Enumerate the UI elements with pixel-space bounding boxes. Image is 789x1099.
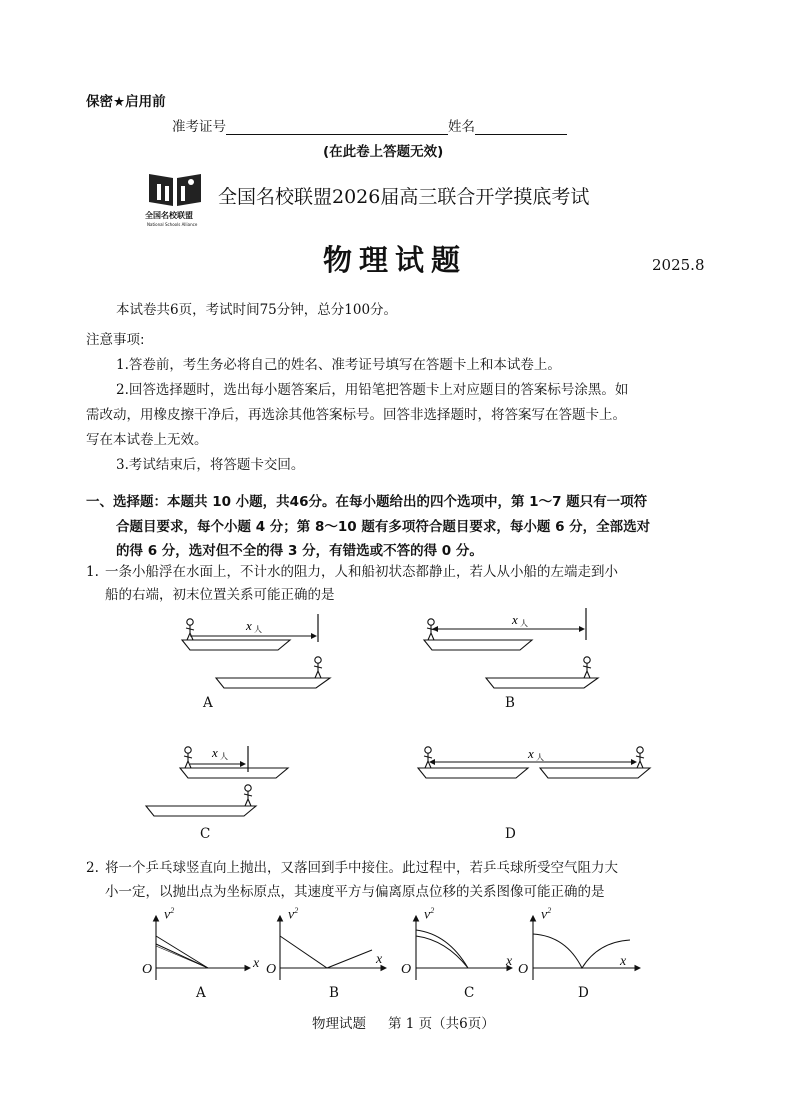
notes-item-2-line-2: 需改动，用橡皮擦干净后，再选涂其他答案标号。回答非选择题时，将答案写在答题卡上。: [86, 407, 626, 423]
section1-line-3: 的得 6 分，选对但不全的得 3 分，有错选或不答的得 0 分。: [116, 543, 483, 559]
q2-option-d-label[interactable]: D: [578, 985, 589, 1001]
q2-a-x-label: x: [253, 956, 260, 971]
intro-text: 本试卷共6页，考试时间75分钟，总分100分。: [116, 302, 398, 318]
q2-c-y-label: $v^2$: [424, 906, 435, 923]
notes-heading: 注意事项:: [86, 332, 145, 348]
logo-text-cn: 全国名校联盟: [145, 211, 193, 220]
notes-item-2-line-3: 写在本试卷上无效。: [86, 432, 208, 448]
q2-line-1: 将一个乒乓球竖直向上抛出，又落回到手中接住。此过程中，若乒乓球所受空气阻力大: [105, 860, 618, 876]
secret-label: 保密★启用前: [86, 94, 166, 110]
q2-d-origin: O: [518, 962, 529, 977]
q2-graph-d: [533, 916, 640, 980]
q1-option-c-label[interactable]: C: [200, 826, 211, 842]
subject-title: 物理试题: [323, 243, 468, 277]
name-label: 姓名: [448, 119, 475, 135]
page-footer: [312, 1018, 495, 1032]
q2-graph-a: [156, 916, 250, 980]
q1-c-x-sub: 人: [220, 752, 228, 761]
q1-a-x-label: x: [246, 618, 252, 633]
exam-id-label: 准考证号: [172, 119, 226, 135]
q1-option-b-figure: [424, 608, 598, 688]
notes-item-2-line-1: 2.回答选择题时，选出每小题答案后，用铅笔把答题卡上对应题目的答案标号涂黑。如: [116, 382, 629, 398]
invalid-note: (在此卷上答题无效): [323, 144, 444, 160]
q1-c-x-label: x: [212, 745, 218, 760]
q1-option-b-label[interactable]: B: [505, 695, 515, 711]
section1-line-2: 合题目要求，每个小题 4 分；第 8～10 题有多项符合题目要求，每小题 6 分，全部选对: [116, 519, 651, 535]
q1-option-c-figure: [146, 745, 288, 816]
q2-b-origin: O: [266, 962, 277, 977]
q1-number: 1.: [86, 564, 99, 580]
q2-d-y-label: $v^2$: [541, 906, 552, 923]
q1-line-2: 船的右端，初末位置关系可能正确的是: [105, 587, 335, 603]
footer-page: 第 1 页（共6页）: [388, 1016, 495, 1032]
notes-item-3: 3.考试结束后，将答题卡交回。: [116, 457, 305, 473]
q2-option-b-label[interactable]: B: [329, 985, 339, 1001]
q2-c-x-label: x: [506, 954, 513, 969]
logo-text-en: National Schools Alliance: [147, 222, 198, 227]
q2-figures: [0, 900, 789, 1000]
q2-option-a-label[interactable]: A: [196, 985, 206, 1001]
q1-line-1: 一条小船浮在水面上，不计水的阻力，人和船初状态都静止，若人从小船的左端走到小: [105, 564, 618, 580]
q1-d-x-sub: 人: [536, 753, 544, 762]
q1-b-x-label: x: [512, 612, 518, 627]
q2-graph-b: [280, 916, 386, 980]
exam-id-blank[interactable]: [226, 122, 448, 135]
q1-option-a-figure: [182, 614, 330, 688]
q2-line-2: 小一定，以抛出点为坐标原点，其速度平方与偏离原点位移的关系图像可能正确的是: [105, 884, 605, 900]
q2-c-origin: O: [401, 962, 412, 977]
q1-figures: [0, 600, 789, 860]
q2-b-y-label: $v^2$: [288, 906, 299, 923]
notes-item-1: 1.答卷前，考生务必将自己的姓名、准考证号填写在答题卡上和本试卷上。: [116, 357, 561, 373]
q1-option-d-label[interactable]: D: [505, 826, 516, 842]
q1-option-a-label[interactable]: A: [203, 695, 213, 711]
q1-a-x-sub: 人: [254, 625, 262, 634]
footer-subject: 物理试题: [312, 1016, 366, 1032]
school-alliance-logo: [143, 168, 207, 230]
q2-b-x-label: x: [376, 952, 383, 967]
name-blank[interactable]: [475, 122, 567, 135]
q2-number: 2.: [86, 860, 99, 876]
q2-graph-c: [416, 916, 512, 980]
q1-option-d-figure: [418, 746, 650, 778]
exam-date: 2025.8: [652, 256, 705, 274]
exam-id-row: [172, 121, 567, 135]
exam-title: 全国名校联盟2026届高三联合开学摸底考试: [218, 186, 590, 208]
q2-a-origin: O: [142, 962, 153, 977]
q1-d-x-label: x: [528, 746, 534, 761]
q2-a-y-label: $v^2$: [164, 906, 175, 923]
section1-line-1: 一、选择题：本题共 10 小题，共46分。在每小题给出的四个选项中，第 1～7 题只有一项符: [86, 494, 648, 510]
q2-option-c-label[interactable]: C: [464, 985, 475, 1001]
q1-b-x-sub: 人: [520, 619, 528, 628]
q2-d-x-label: x: [620, 954, 627, 969]
